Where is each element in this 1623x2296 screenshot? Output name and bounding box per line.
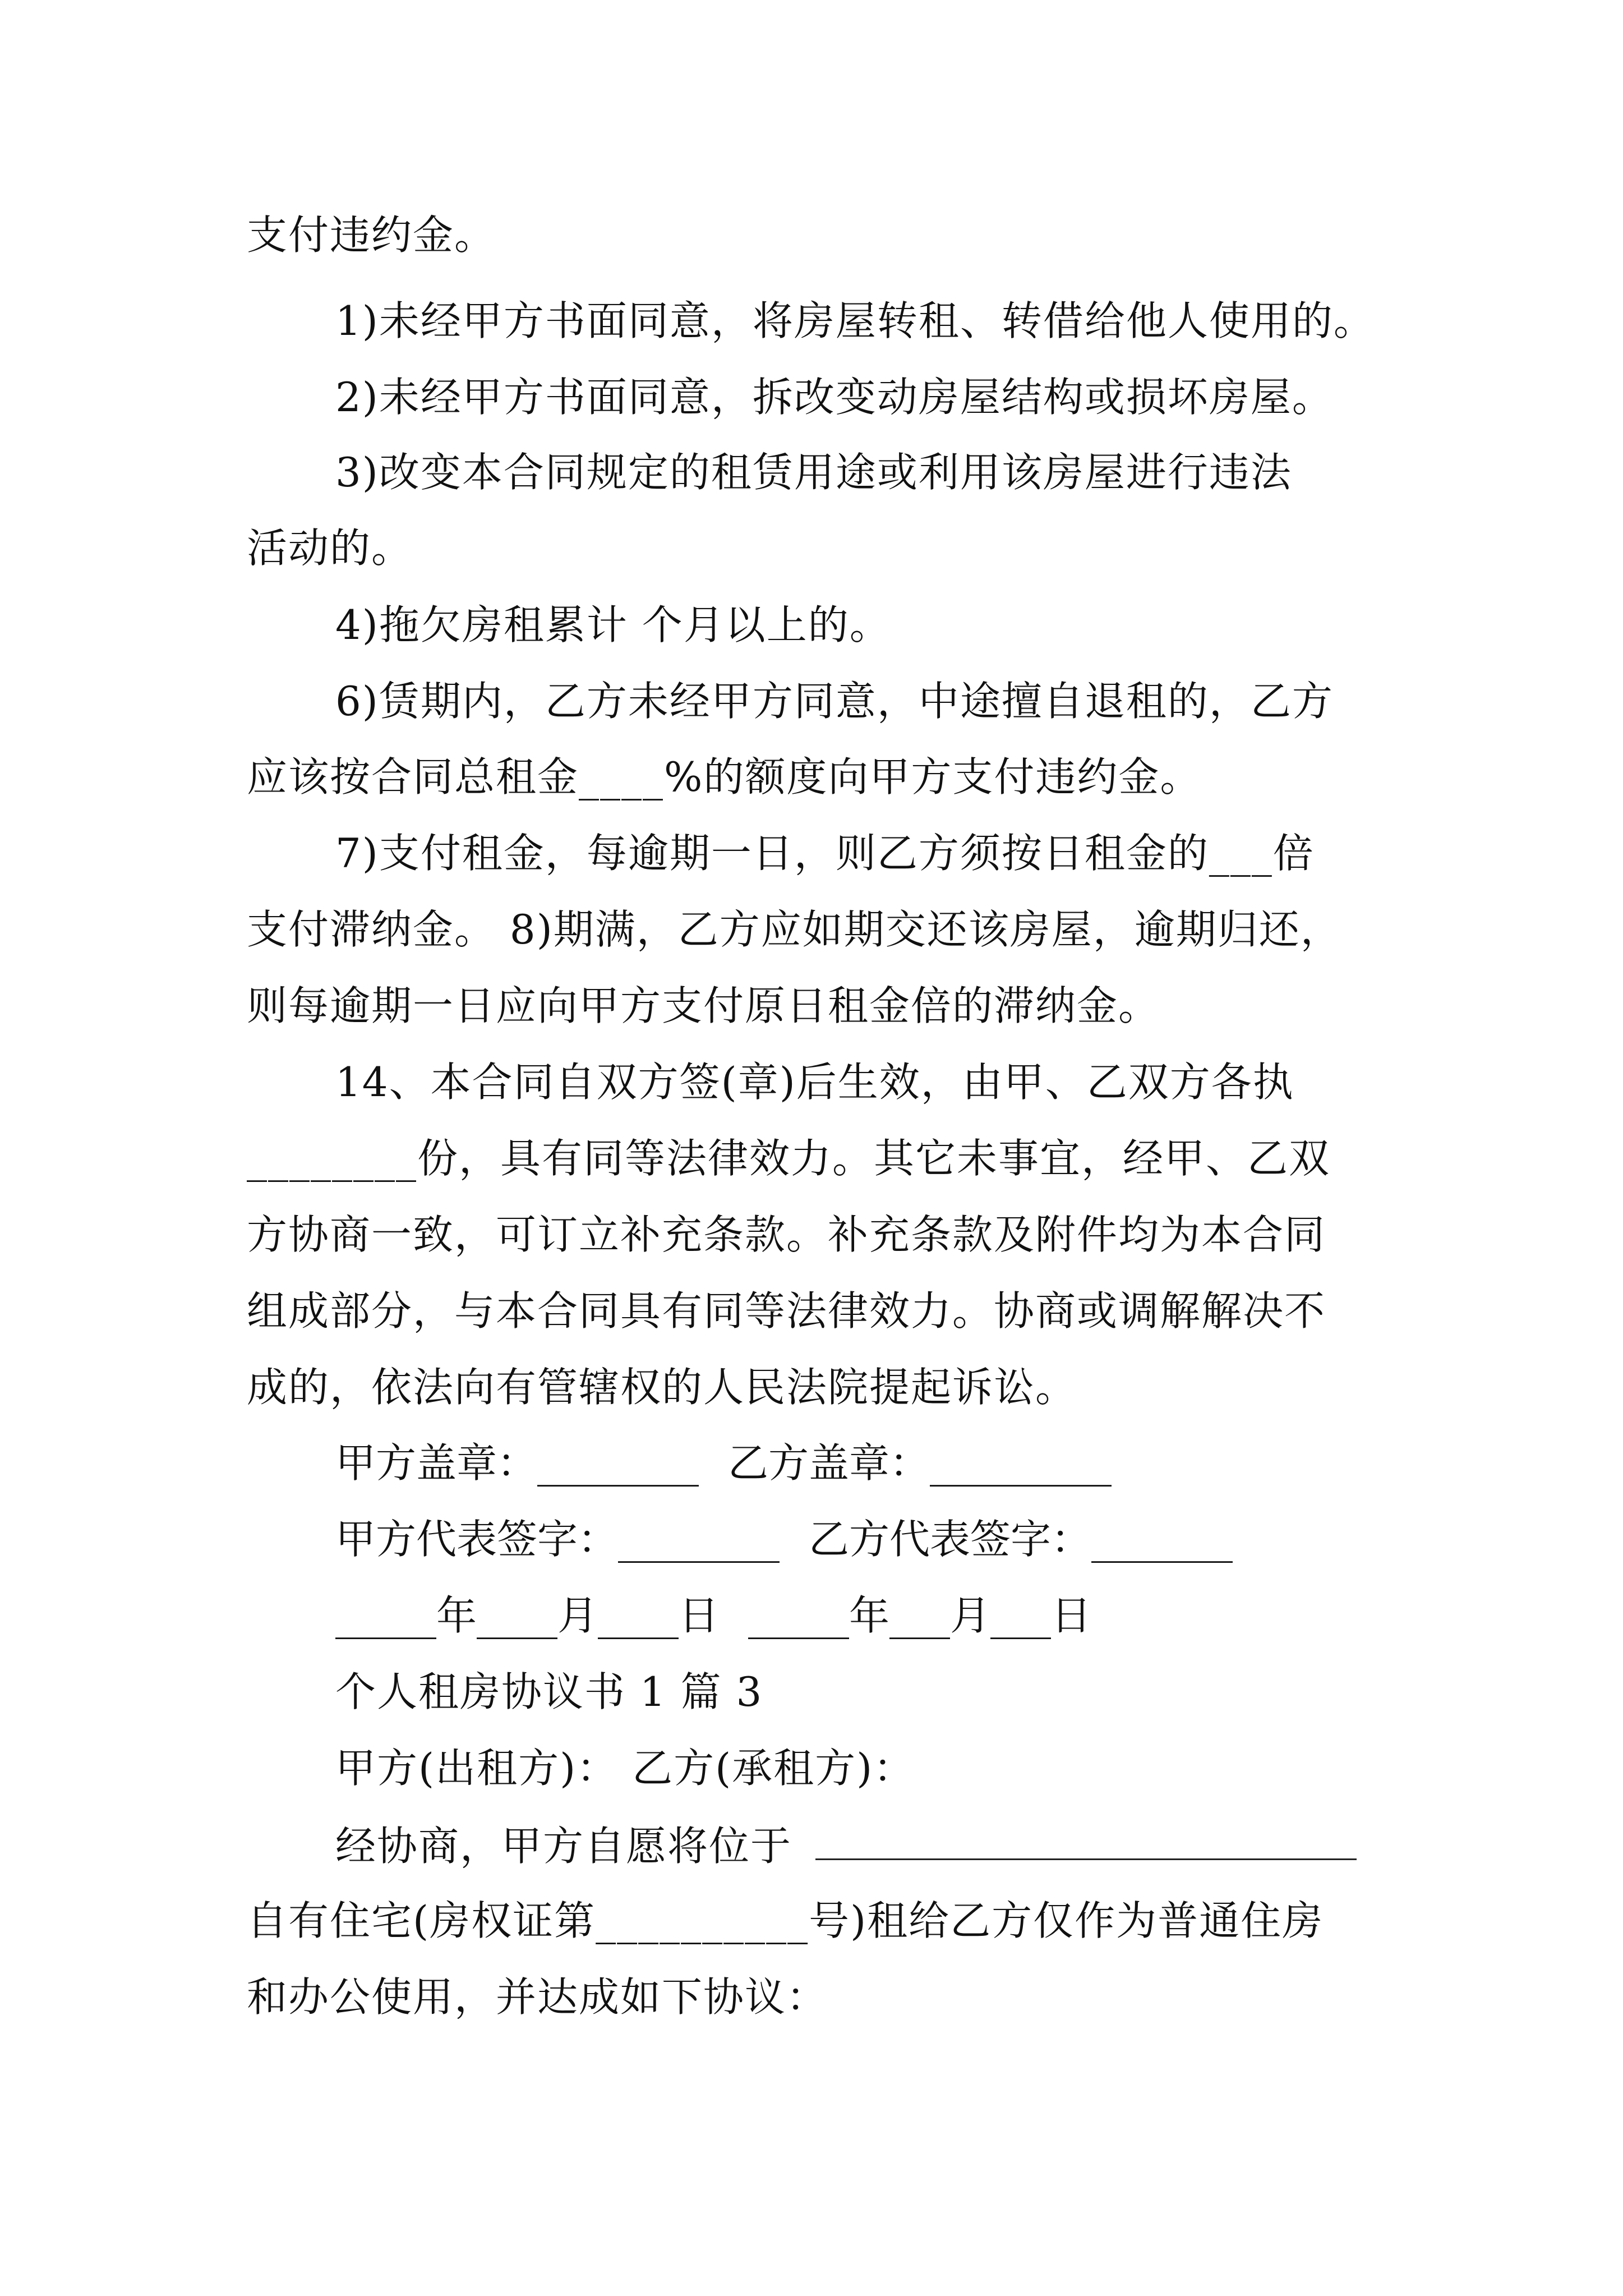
- paragraph-line: 7)支付租金，每逾期一日，则乙方须按日租金的___倍: [335, 830, 1315, 877]
- paragraph-line: 2)未经甲方书面同意，拆改变动房屋结构或损坏房屋。: [335, 374, 1334, 421]
- address-blank: [815, 1819, 1357, 1860]
- intro-line: [335, 1819, 1479, 1870]
- paragraph-line: 4)拖欠房租累计 个月以上的。: [335, 601, 891, 648]
- paragraph-line: 3)改变本合同规定的租赁用途或利用该房屋进行违法: [335, 449, 1292, 496]
- paragraph-line: ________份，具有同等法律效力。其它未事宜，经甲、乙双: [247, 1135, 1331, 1182]
- section-title: 个人租房协议书 1 篇 3: [335, 1668, 763, 1715]
- paragraph-line: 方协商一致，可订立补充条款。补充条款及附件均为本合同: [247, 1211, 1326, 1258]
- parties-line: 甲方(出租方)： 乙方(承租方)：: [335, 1745, 915, 1792]
- party-a-representative: 甲方代表签字：________: [335, 1516, 780, 1563]
- party-a-date: _____年____月____日: [335, 1592, 719, 1639]
- party-b-representative: 乙方代表签字：_______: [809, 1516, 1233, 1563]
- party-b-date: _____年___月___日: [748, 1592, 1092, 1639]
- seal-row: [335, 1438, 1112, 1488]
- paragraph-line: 成的，依法向有管辖权的人民法院提起诉讼。: [247, 1364, 1077, 1411]
- signature-row: [335, 1514, 1233, 1565]
- paragraph-line: 则每逾期一日应向甲方支付原日租金倍的滞纳金。: [247, 982, 1160, 1029]
- paragraph-line: 1)未经甲方书面同意，将房屋转租、转借给他人使用的。: [335, 297, 1375, 344]
- intro-line: 和办公使用，并达成如下协议：: [247, 1973, 828, 2021]
- paragraph-line: 6)赁期内，乙方未经甲方同意，中途擅自退租的，乙方: [335, 678, 1334, 725]
- party-a-seal: 甲方盖章：________: [335, 1439, 699, 1487]
- party-b-seal: 乙方盖章：_________: [728, 1439, 1112, 1487]
- paragraph-line: 14、本合同自双方签(章)后生效，由甲、乙双方各执: [335, 1059, 1294, 1106]
- paragraph-line: 组成部分，与本合同具有同等法律效力。协商或调解解决不: [247, 1287, 1326, 1335]
- intro-line: 自有住宅(房权证第__________号)租给乙方仅作为普通住房: [247, 1897, 1324, 1944]
- intro-text: 经协商，甲方自愿将位于: [335, 1823, 792, 1870]
- paragraph-line: 应该按合同总租金____%的额度向甲方支付违约金。: [247, 753, 1202, 800]
- paragraph-line: 支付违约金。: [247, 211, 496, 259]
- date-row: [335, 1590, 1091, 1641]
- paragraph-line: 活动的。: [247, 524, 413, 572]
- paragraph-line: 支付滞纳金。 8)期满，乙方应如期交还该房屋，逾期归还，: [247, 906, 1342, 953]
